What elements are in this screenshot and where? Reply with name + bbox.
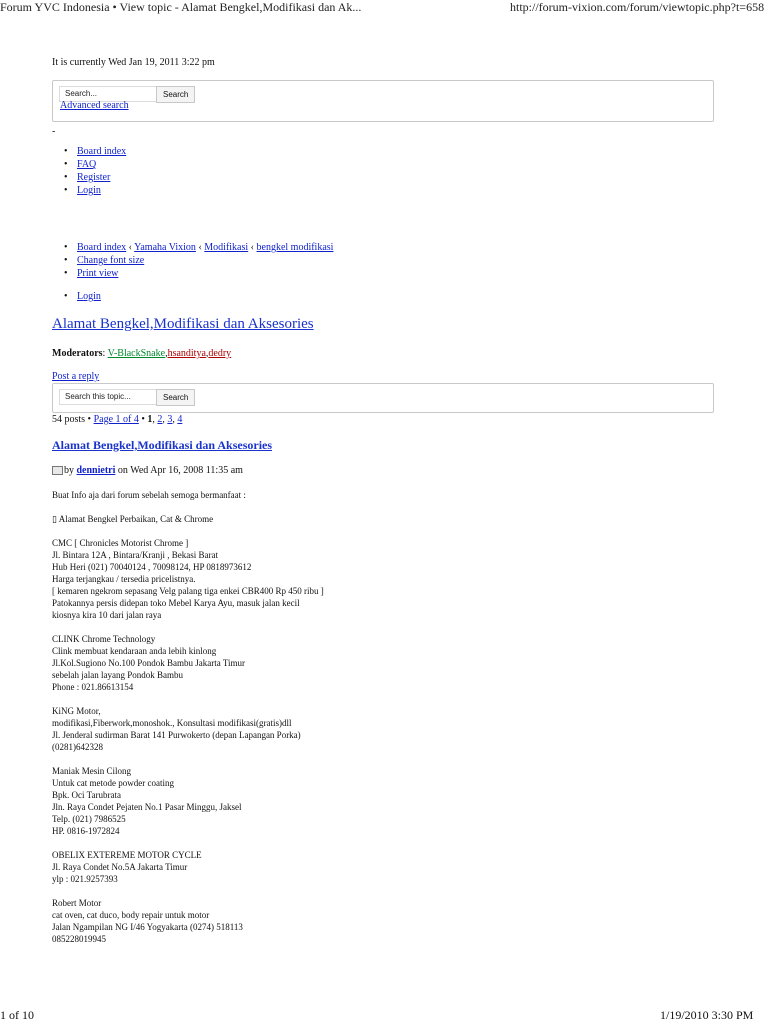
post-body-line: [ kemaren ngekrom sepasang Velg palang tiga enkei CBR400 Rp 450 ribu ] [52,586,324,596]
post-count: 54 posts • [52,414,92,425]
page-3-link[interactable]: 3 [167,414,173,425]
post-body-line: Telp. (021) 7986525 [52,814,126,824]
nav-item-board-index [64,145,126,158]
post-body-line: Jalan Ngampilan NG I/46 Yogyakarta (0274) 518113 [52,922,243,932]
post-body-line: Jl.Kol.Sugiono No.100 Pondok Bambu Jakarta Timur [52,658,246,668]
nav-faq-link[interactable]: FAQ [77,159,97,170]
page-sep: , [162,414,165,425]
post-reply-link[interactable]: Post a reply [52,371,100,382]
footer-timestamp: 1/19/2010 3:30 PM [660,1008,754,1022]
page-sep: , [152,414,155,425]
page-jump-link[interactable]: Page 1 of 4 [93,414,139,425]
post-body-line: KiNG Motor, [52,706,101,716]
breadcrumb-sep: ‹ [248,242,257,253]
page-header-title: Forum YVC Indonesia • View topic - Alamat Bengkel,Modifikasi dan Ak... [0,0,362,14]
top-nav [64,145,126,197]
post-body-line: Jl. Jenderal sudirman Barat 141 Purwokerto (depan Lapangan Porka) [52,730,301,740]
change-font-size-link[interactable]: Change font size [77,255,145,266]
post-body-line: OBELIX EXTEREME MOTOR CYCLE [52,850,202,860]
nav-login-link[interactable]: Login [77,185,101,196]
post-body-line: 085228019945 [52,934,106,944]
breadcrumb-nav [64,241,333,280]
print-view-link[interactable]: Print view [77,268,119,279]
page-sep: , [172,414,175,425]
breadcrumb-yamaha-vixion[interactable]: Yamaha Vixion [134,242,196,253]
login-link[interactable]: Login [77,291,101,302]
post-body-line: Phone : 021.86613154 [52,682,134,692]
post-body-line [52,501,324,513]
post-body-line: Jln. Raya Condet Pejaten No.1 Pasar Minggu, Jaksel [52,802,242,812]
breadcrumb [64,241,333,254]
post-author-link[interactable]: dennietri [76,465,116,476]
post-body-line: CMC [ Chronicles Motorist Chrome ] [52,538,189,548]
post-body-line [52,885,324,897]
advanced-search-link[interactable]: Advanced search [60,100,129,111]
post-body-line: Jl. Bintara 12A , Bintara/Kranji , Bekasi Barat [52,550,218,560]
moderators-label: Moderators [52,348,103,359]
post-body-line [52,753,324,765]
nav-item-login-2 [64,290,101,303]
nav-board-index-link[interactable]: Board index [77,146,127,157]
footer-page-count: 1 of 10 [0,1008,34,1022]
moderators-colon: : [102,348,106,359]
topic-search-panel [52,383,714,413]
nav-item-font-size [64,254,333,267]
page-4-link[interactable]: 4 [177,414,183,425]
breadcrumb-sep: ‹ [195,242,205,253]
search-panel [52,80,714,122]
search-button[interactable]: Search [156,86,195,103]
nav-item-register [64,171,126,184]
search-input[interactable]: Search... [59,86,157,102]
post-body-line [52,525,324,537]
post-icon[interactable] [52,466,63,475]
topic-search-input[interactable]: Search this topic... [59,389,157,405]
post-body-line: Hub Heri (021) 70040124 , 70098124, HP 0818973612 [52,562,252,572]
breadcrumb-modifikasi[interactable]: Modifikasi [204,242,249,253]
post-body-line [52,621,324,633]
post-body-line: (0281)642328 [52,742,103,752]
moderator-vblacksnake[interactable]: V-BlackSnake [107,348,166,359]
post-body-line: cat oven, cat duco, body repair untuk motor [52,910,210,920]
divider-dash: - [52,126,56,137]
current-time: It is currently Wed Jan 19, 2011 3:22 pm [52,57,215,68]
nav-item-login [64,184,126,197]
page-header-url: http://forum-vixion.com/forum/viewtopic.php?t=658 [510,0,765,14]
post-body-line: kiosnya kira 10 dari jalan raya [52,610,162,620]
moderator-hsanditya[interactable]: hsanditya [167,348,206,359]
post-body-line: Patokannya persis didepan toko Mebel Karya Ayu, masuk jalan kecil [52,598,300,608]
login-nav [64,290,101,303]
post-body-line: Clink membuat kendaraan anda lebih kinlong [52,646,217,656]
post-body-line: Buat Info aja dari forum sebelah semoga bermanfaat : [52,490,246,500]
post-title[interactable]: Alamat Bengkel,Modifikasi dan Aksesories [52,438,273,452]
post-body-line [52,693,324,705]
post-body-line: Maniak Mesin Cilong [52,766,131,776]
pagination [52,414,182,425]
current-page: 1 [147,414,153,425]
page-2-link[interactable]: 2 [157,414,163,425]
nav-item-faq [64,158,126,171]
post-body [52,489,324,945]
moderator-sep: , [205,348,209,359]
breadcrumb-bengkel-modifikasi[interactable]: bengkel modifikasi [256,242,334,253]
post-body-line: Untuk cat metode powder coating [52,778,174,788]
post-body-line: ylp : 021.9257393 [52,874,118,884]
post-by: by [64,465,74,476]
moderator-dedry[interactable]: dedry [208,348,232,359]
breadcrumb-sep: ‹ [126,242,135,253]
post-body-line: ▯ Alamat Bengkel Perbaikan, Cat & Chrome [52,514,214,524]
post-body-line: Bpk. Oci Tarubrata [52,790,121,800]
nav-register-link[interactable]: Register [77,172,111,183]
breadcrumb-board-index[interactable]: Board index [77,242,127,253]
post-body-line: sebelah jalan layang Pondok Bambu [52,670,183,680]
post-body-line: modifikasi,Fiberwork,monoshok., Konsultasi modifikasi(gratis)dll [52,718,292,728]
post-body-line: Jl. Raya Condet No.5A Jakarta Timur [52,862,188,872]
post-body-line: HP. 0816-1972824 [52,826,120,836]
topic-search-button[interactable]: Search [156,389,195,406]
post-body-line: Harga terjangkau / tersedia pricelistnya. [52,574,196,584]
post-author-line [52,465,243,476]
pagination-bullet: • [141,414,145,425]
post-body-line [52,837,324,849]
post-body-line: Robert Motor [52,898,102,908]
moderators-line [52,348,231,359]
moderator-sep: , [165,348,168,359]
post-body-line: CLINK Chrome Technology [52,634,156,644]
topic-title[interactable]: Alamat Bengkel,Modifikasi dan Aksesories [52,316,314,332]
post-date: on Wed Apr 16, 2008 11:35 am [117,465,243,476]
nav-item-print-view [64,267,333,280]
